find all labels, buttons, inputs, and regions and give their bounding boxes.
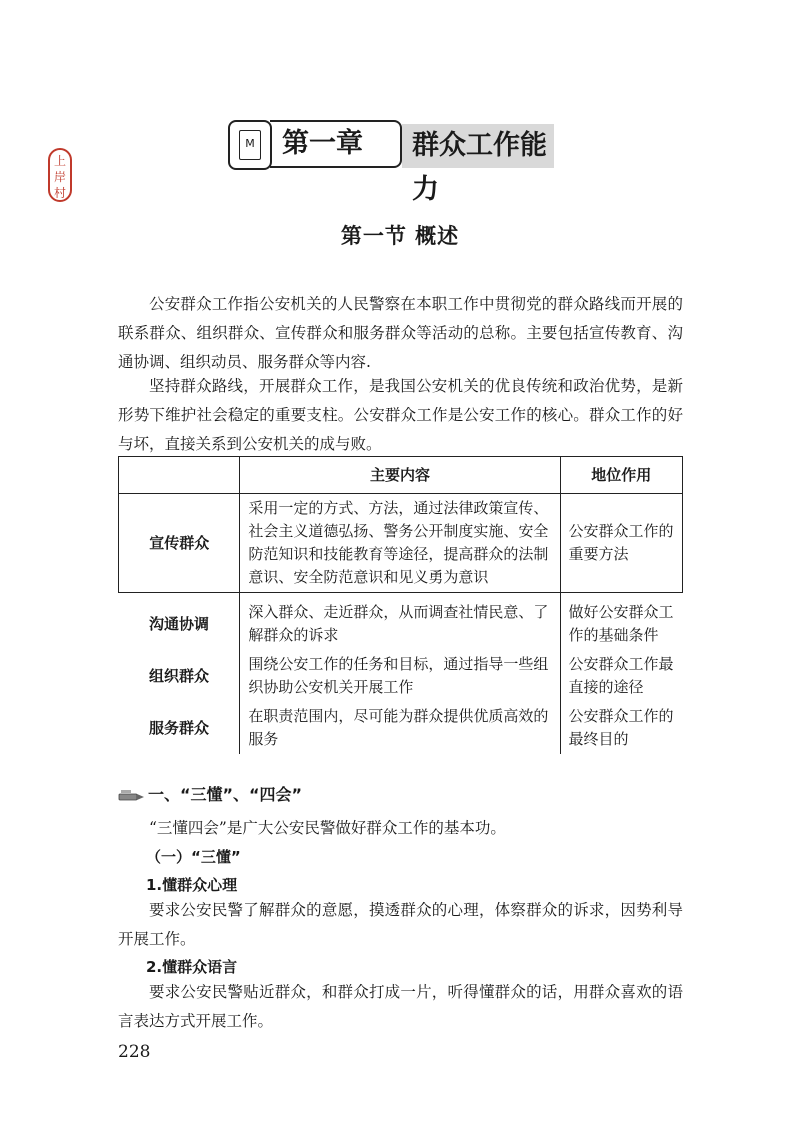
intro-paragraph-2: 坚持群众路线，开展群众工作，是我国公安机关的优良传统和政治优势，是新形势下维护社会稳定的重要支柱。公安群众工作是公安工作的核心。群众工作的好与坏，直接关系到公安机关的成与败。 — [118, 377, 683, 453]
table-header-row — [119, 457, 683, 494]
table-row — [119, 702, 683, 754]
row-name: 沟通协调 — [148, 614, 209, 633]
row-role: 做好公安群众工作的基础条件 — [568, 603, 674, 644]
pen-icon — [118, 789, 146, 803]
item-text-1: 要求公安民警了解群众的意愿，摸透群众的心理，体察群众的诉求，因势利导开展工作。 — [118, 901, 683, 948]
row-content: 深入群众、走近群众，从而调查社情民意、了解群众的诉求 — [240, 593, 560, 651]
table-row — [119, 494, 683, 593]
row-role: 公安群众工作的最终目的 — [568, 707, 674, 748]
table-row — [119, 650, 683, 702]
table-header-cell — [119, 457, 240, 494]
chapter-number: 第一章 — [270, 120, 402, 168]
seal-char: 上 — [53, 154, 66, 168]
section-title: 第一节 概述 — [340, 223, 460, 248]
side-seal — [48, 148, 72, 202]
table-row — [119, 593, 683, 651]
heading-1-paragraph: “三懂四会”是广大公安民警做好群众工作的基本功。 — [149, 819, 506, 837]
row-content: 围绕公安工作的任务和目标，通过指导一些组织协助公安机关开展工作 — [240, 650, 560, 702]
table-header-cell: 地位作用 — [560, 457, 682, 494]
row-role: 公安群众工作的重要方法 — [560, 494, 682, 593]
row-name: 组织群众 — [148, 666, 209, 685]
item-title-1: 1.懂群众心理 — [146, 876, 238, 894]
chapter-title: 群众工作能力 — [402, 124, 554, 168]
heading-1-text: 一、“三懂”、“四会” — [148, 785, 303, 804]
book-icon-letter: M — [239, 130, 261, 160]
seal-char: 岸 — [53, 170, 66, 184]
summary-table — [118, 456, 683, 754]
row-name: 服务群众 — [148, 718, 209, 737]
row-content: 在职责范围内，尽可能为群众提供优质高效的服务 — [240, 702, 560, 754]
row-role: 公安群众工作最直接的途径 — [568, 655, 674, 696]
seal-char: 村 — [53, 186, 66, 200]
page-number: 228 — [118, 1042, 151, 1062]
chapter-header — [228, 120, 554, 205]
table-header-cell: 主要内容 — [240, 457, 560, 494]
item-title-2: 2.懂群众语言 — [146, 958, 238, 976]
row-content: 采用一定的方式、方法，通过法律政策宣传、社会主义道德弘扬、警务公开制度实施、安全防范知识和技能教育等途径，提高群众的法制意识、安全防范意识和见义勇为意识 — [240, 494, 560, 593]
sub-heading: （一）“三懂” — [146, 848, 241, 866]
intro-paragraph-1: 公安群众工作指公安机关的人民警察在本职工作中贯彻党的群众路线而开展的联系群众、组织群众、宣传群众和服务群众等活动的总称。主要包括宣传教育、沟通协调、组织动员、服务群众等内容. — [118, 295, 683, 371]
book-icon — [228, 120, 272, 170]
item-text-2: 要求公安民警贴近群众，和群众打成一片，听得懂群众的话，用群众喜欢的语言表达方式开展工作。 — [118, 983, 683, 1030]
row-name: 宣传群众 — [119, 494, 240, 593]
heading-1 — [118, 782, 302, 805]
